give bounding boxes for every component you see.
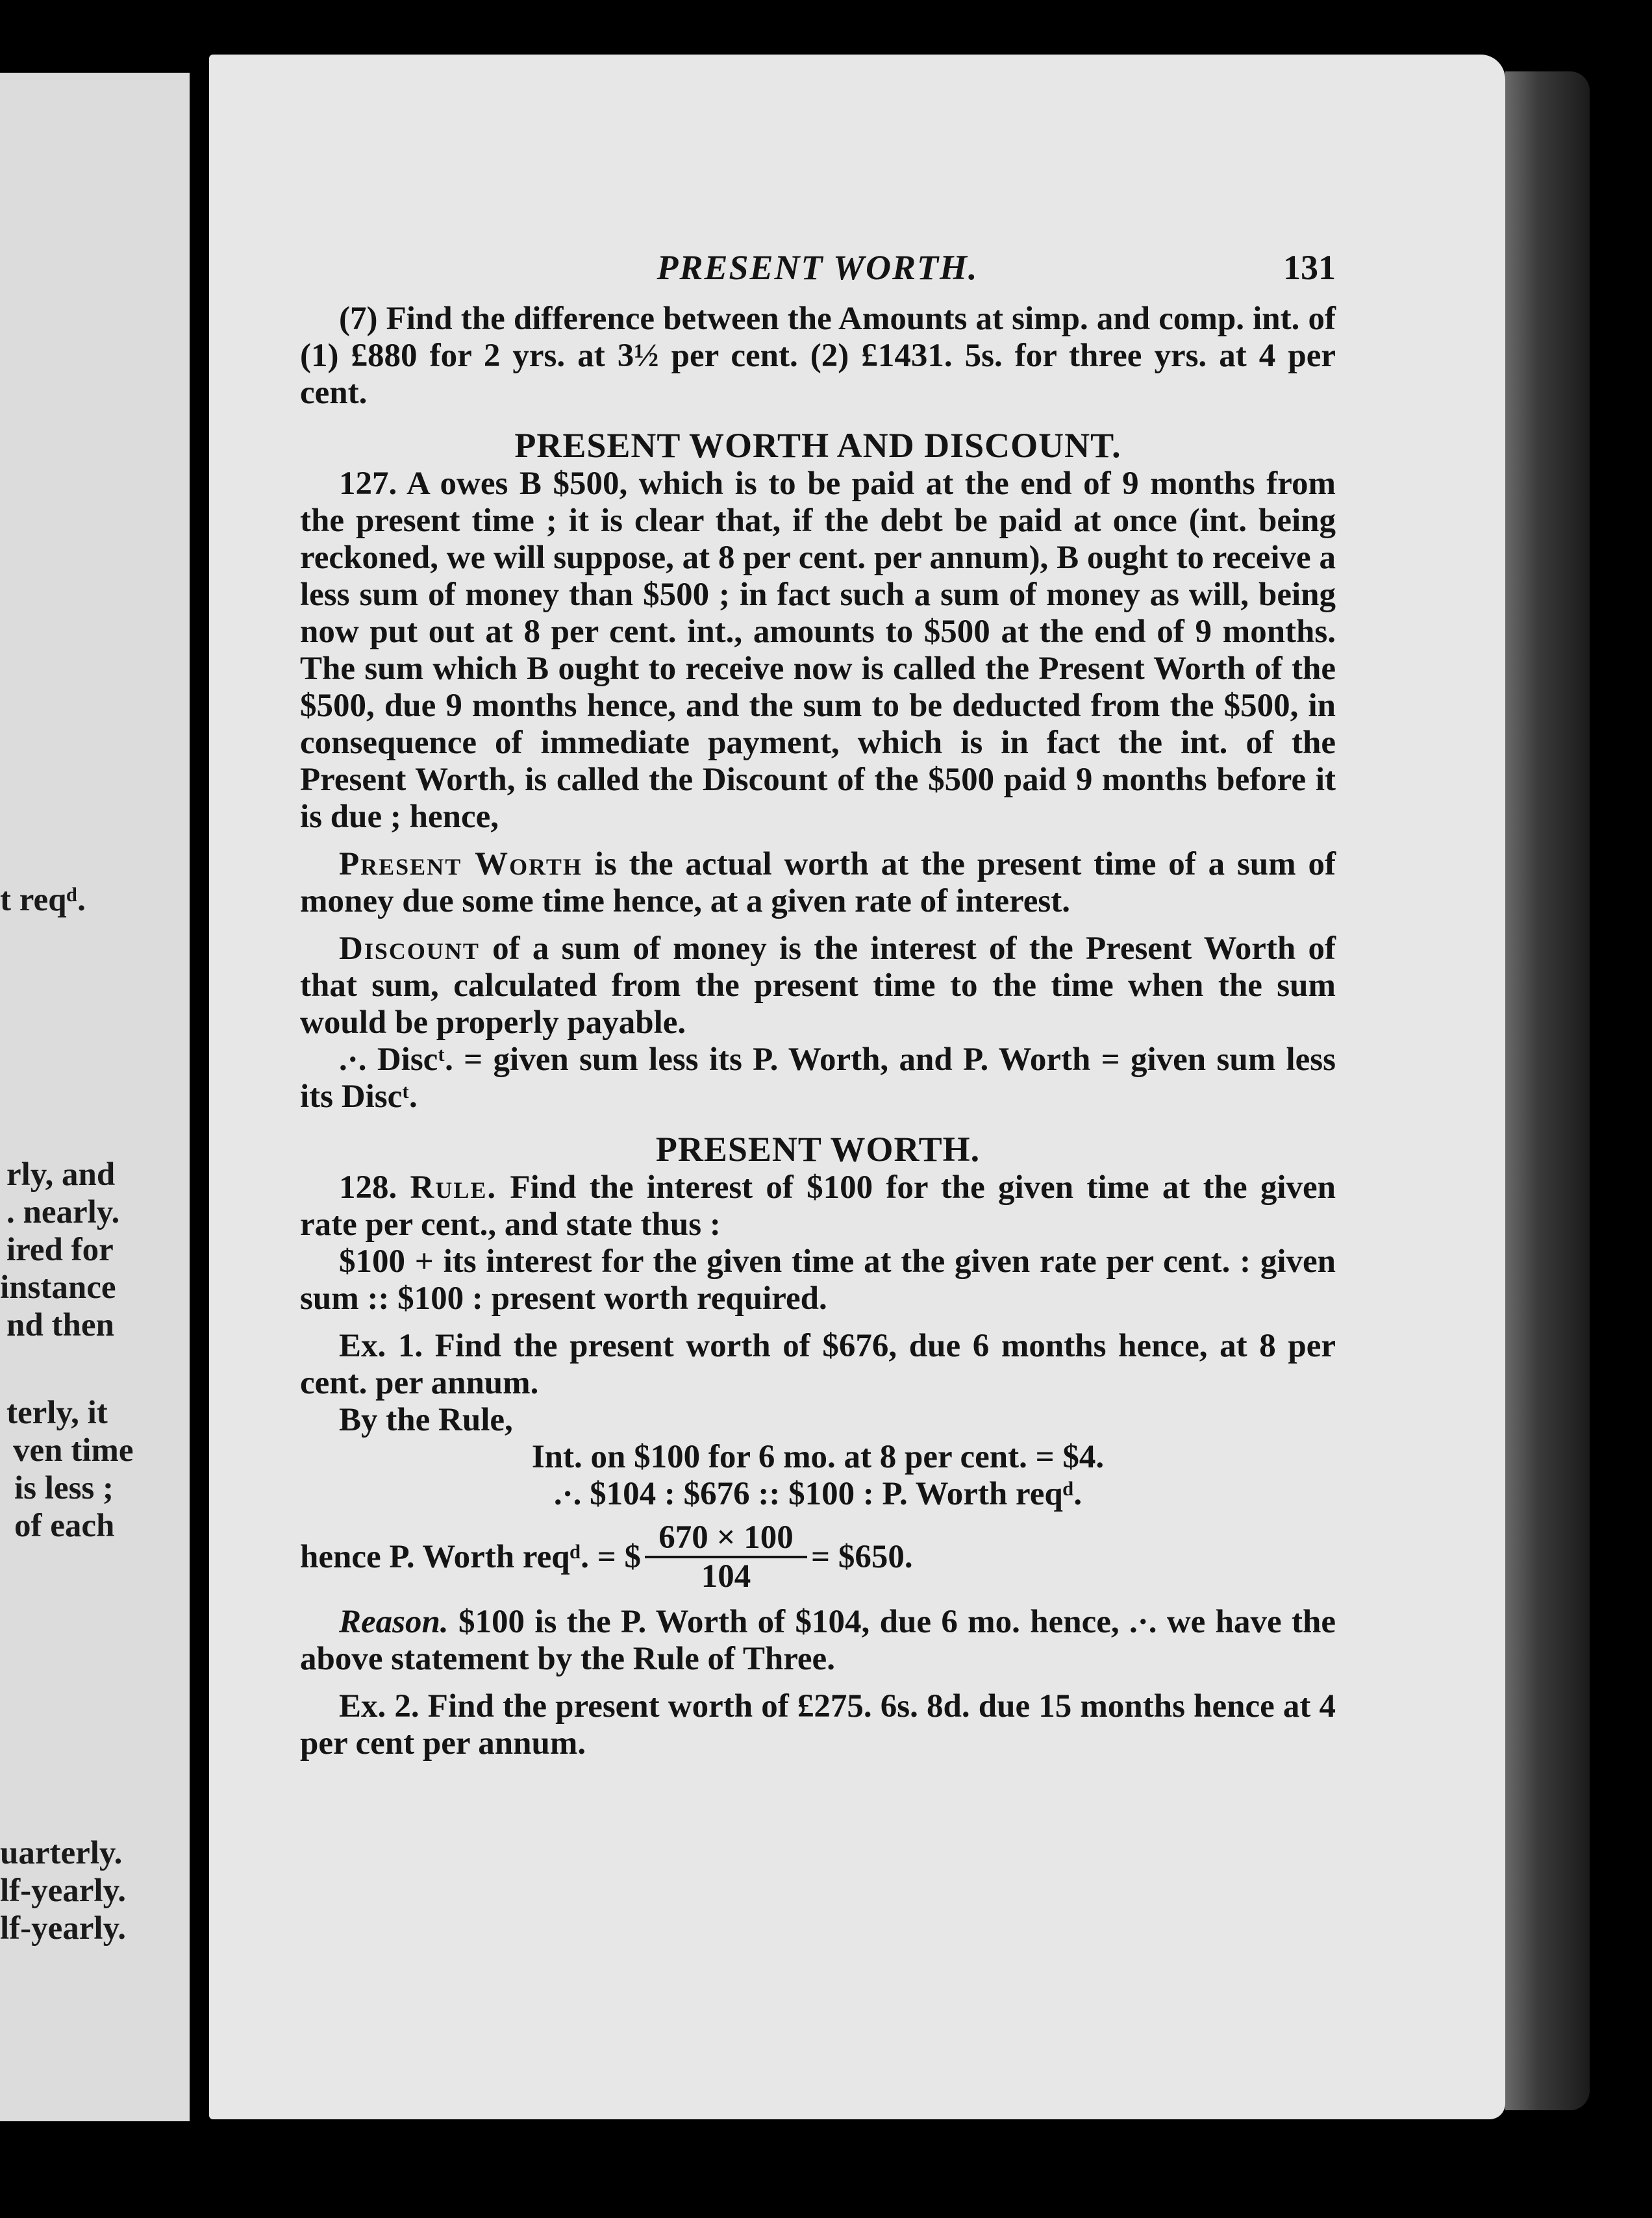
formula-result: = $650. (811, 1538, 913, 1575)
reason-label: Reason. (339, 1604, 449, 1640)
running-header (300, 249, 1336, 286)
page-content (300, 249, 1336, 1762)
formula-denominator: 104 (645, 1556, 807, 1595)
example-1: Ex. 1. Find the present worth of $676, due 6 months hence, at 8 per cent. per annum. (300, 1328, 1336, 1401)
definition-present-worth (300, 846, 1336, 920)
facing-page-line: ven time (13, 1432, 134, 1469)
calculation-proportion: .·. $104 : $676 :: $100 : P. Worth reqᵈ. (553, 1476, 1083, 1512)
exercise-7: (7) Find the difference between the Amounts at simp. and comp. int. of (1) £880 for 2 yrs. at 3½ per cent. (2) £1431. 5s. for three yrs. at 4 per cent. (300, 301, 1336, 411)
facing-page-line: uarterly. (0, 1835, 123, 1871)
book-gutter (190, 58, 209, 2136)
formula-prefix: hence P. Worth reqᵈ. = $ (300, 1538, 642, 1575)
therefore-statement: .·. Discᵗ. = given sum less its P. Worth, and P. Worth = given sum less its Discᵗ. (300, 1041, 1336, 1115)
facing-page-line: ired for (6, 1232, 114, 1268)
running-title: PRESENT WORTH. (657, 248, 979, 287)
facing-page-line: is less ; (14, 1470, 114, 1506)
rule-128-text: Find the interest of $100 for the given time at the given rate per cent., and state thus : (300, 1169, 1336, 1243)
facing-page-line: rly, and (6, 1156, 116, 1193)
calculation-interest: Int. on $100 for 6 mo. at 8 per cent. = $4. (531, 1439, 1105, 1475)
reason-paragraph (300, 1604, 1336, 1678)
rule-128-term: Rule. (410, 1169, 497, 1206)
term-present-worth: Present Worth (339, 846, 582, 882)
facing-page-line: t reqᵈ. (0, 882, 86, 918)
book-page-edges (1505, 71, 1590, 2110)
facing-page-line: of each (14, 1508, 115, 1544)
term-discount: Discount (339, 930, 480, 967)
facing-page-fragment (0, 73, 190, 2121)
section-heading-present-worth-and-discount: PRESENT WORTH AND DISCOUNT. (514, 426, 1121, 465)
rule-128-number: 128. (339, 1169, 410, 1206)
reason-text: $100 is the P. Worth of $104, due 6 mo. hence, .·. we have the above statement by the Rule of Three. (300, 1604, 1336, 1677)
section-heading-present-worth: PRESENT WORTH. (655, 1130, 981, 1169)
by-the-rule: By the Rule, (339, 1402, 513, 1438)
formula-numerator: 670 × 100 (658, 1519, 794, 1556)
rule-128 (300, 1169, 1336, 1243)
present-worth-formula (300, 1519, 1336, 1595)
rule-statement: $100 + its interest for the given time at the given rate per cent. : given sum :: $100 : present worth required. (300, 1243, 1336, 1317)
definition-discount (300, 930, 1336, 1041)
facing-page-line: instance (0, 1269, 116, 1306)
facing-page-line: nd then (6, 1307, 114, 1343)
facing-page-line: . nearly. (6, 1194, 120, 1230)
page-number: 131 (1283, 248, 1336, 287)
facing-page-line: lf-yearly. (0, 1910, 127, 1947)
paragraph-127: 127. A owes B $500, which is to be paid at the end of 9 months from the present time ; it is clear that, if the debt be paid at once (int. being reckoned, we will suppose, at 8 per cent. per annum), B ought to receive a less sum of money than $500 ; in fact such a sum of money as will, being now put out at 8 per cent. int., amounts to $500 at the end of 9 months. The sum which B ought to receive now is called the Present Worth of the $500, due 9 months hence, and the sum to be deducted from the $500, in consequence of immediate payment, which is in fact the int. of the Present Worth, is called the Discount of the $500 paid 9 months before it is due ; hence, (300, 466, 1336, 835)
definition-present-worth-text: is the actual worth at the present time of a sum of money due some time hence, at a given rate of interest. (300, 846, 1336, 919)
formula-fraction (645, 1519, 807, 1595)
facing-page-line: lf-yearly. (0, 1873, 127, 1909)
example-2: Ex. 2. Find the present worth of £275. 6s. 8d. due 15 months hence at 4 per cent per annum. (300, 1688, 1336, 1762)
book-page (209, 55, 1505, 2119)
facing-page-line: terly, it (6, 1395, 108, 1431)
definition-discount-text: of a sum of money is the interest of the Present Worth of that sum, calculated from the present time to the time when the sum would be properly payable. (300, 930, 1336, 1041)
